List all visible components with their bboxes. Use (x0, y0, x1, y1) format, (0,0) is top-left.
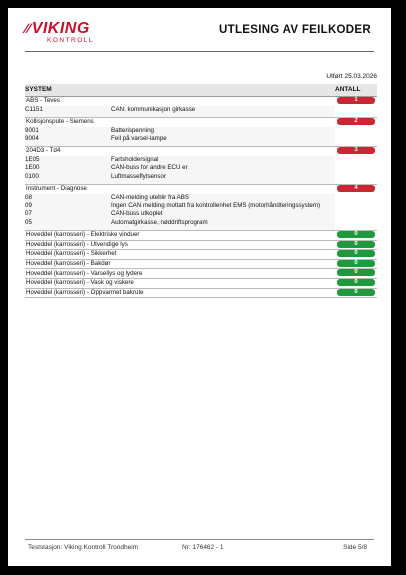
group-row (25, 269, 377, 279)
fault-desc: CAN-buss for andre ECU er (111, 164, 335, 172)
count-spacer (335, 173, 377, 181)
group-name: 204D3 - Td4 (25, 147, 335, 156)
fault-code: 0100 (25, 173, 111, 181)
fault-desc: Feil på varsel-lampe (111, 135, 335, 143)
fault-code: C1151 (25, 106, 111, 114)
count-spacer (335, 194, 377, 202)
table-header (25, 84, 377, 97)
fault-code: 9001 (25, 127, 111, 135)
code-row (25, 156, 377, 164)
count-spacer (335, 106, 377, 114)
group-row (25, 147, 377, 156)
group-count-cell (335, 147, 377, 156)
code-row (25, 194, 377, 202)
count-badge: 0 (337, 250, 375, 257)
group-row (25, 278, 377, 288)
group-name: Hoveddel (karrosseri) - Varsellys og lydere (25, 269, 335, 279)
code-row (25, 135, 377, 143)
code-row (25, 127, 377, 135)
footer-page: Side 5/8 (343, 544, 367, 551)
group-count-cell (335, 288, 377, 298)
group-row (25, 259, 377, 269)
report-date: Utført 25.03.2026 (326, 73, 377, 80)
count-badge: 0 (337, 269, 375, 276)
group-row (25, 97, 377, 106)
group-count-cell (335, 231, 377, 241)
group-name: Instrument - Diagnose (25, 185, 335, 194)
group-row (25, 231, 377, 241)
group-count-cell (335, 97, 377, 106)
fault-desc: CAN: kommunikasjon girkasse (111, 106, 335, 114)
group-row (25, 240, 377, 250)
group-name: Hoveddel (karrosseri) - Vask og viskere (25, 278, 335, 288)
code-row (25, 106, 377, 114)
group-count-cell (335, 278, 377, 288)
fault-desc: Ingen CAN melding mottatt fra kontrollenhet EMS (motorhåndteringssystem) (111, 202, 335, 210)
group-count-cell (335, 185, 377, 194)
fault-code: 09 (25, 202, 111, 210)
count-badge: 0 (337, 279, 375, 286)
footer-divider (25, 539, 374, 540)
count-spacer (335, 219, 377, 227)
group-count-cell (335, 250, 377, 260)
group-count-cell (335, 269, 377, 279)
fault-code: 08 (25, 194, 111, 202)
count-badge: 0 (337, 260, 375, 267)
fault-desc: Batterispenning (111, 127, 335, 135)
group-name: Hoveddel (karrosseri) - Bakdør (25, 259, 335, 269)
count-spacer (335, 127, 377, 135)
fault-desc: Automatgirkasse, nøddriftsprogram (111, 219, 335, 227)
group-name: Hoveddel (karrosseri) - Oppvarmet bakrute (25, 288, 335, 298)
col-count: ANTALL (335, 84, 377, 97)
count-spacer (335, 164, 377, 172)
fault-desc: Luftmasseflytsensor (111, 173, 335, 181)
logo-mark-icon: ⁄⁄ (25, 20, 31, 36)
group-count-cell (335, 117, 377, 126)
count-badge: 0 (337, 289, 375, 296)
count-spacer (335, 156, 377, 164)
fault-code: 1E05 (25, 156, 111, 164)
viking-logo (25, 20, 94, 45)
logo-brand: VIKING (31, 20, 90, 37)
fault-desc: CAN-melding uteblir fra ABS (111, 194, 335, 202)
group-name: Kollisjonspute - Siemens (25, 117, 335, 126)
group-name: Hoveddel (karrosseri) - Elektriske vinduer (25, 231, 335, 241)
code-row (25, 164, 377, 172)
group-count-cell (335, 240, 377, 250)
group-name: ABS - Teves (26, 97, 60, 105)
fault-code: 9004 (25, 135, 111, 143)
code-row (25, 219, 377, 227)
code-row (25, 202, 377, 210)
group-row (25, 288, 377, 298)
count-spacer (335, 135, 377, 143)
count-badge: 0 (337, 241, 375, 248)
count-badge: 3 (337, 147, 375, 154)
group-name: Hoveddel (karrosseri) - Sikkerhet (25, 250, 335, 260)
count-spacer (335, 202, 377, 210)
logo-sub: KONTROLL (47, 37, 95, 44)
group-row (25, 185, 377, 194)
fault-code: 1E00 (25, 164, 111, 172)
header-divider (25, 51, 374, 52)
code-row (25, 210, 377, 218)
fault-table (25, 84, 377, 298)
table-body (25, 97, 377, 298)
fault-desc: Fartsholdersignal (111, 156, 335, 164)
fault-desc: CAN-buss utkoplet (111, 210, 335, 218)
count-badge: 0 (337, 231, 375, 238)
group-name: Hoveddel (karrosseri) - Utvendige lys (25, 240, 335, 250)
count-badge: 1 (337, 97, 375, 104)
count-badge: 4 (337, 185, 375, 192)
group-row (25, 250, 377, 260)
group-row (25, 117, 377, 126)
count-spacer (335, 210, 377, 218)
report-page (8, 8, 391, 566)
fault-code: 05 (25, 219, 111, 227)
footer-station: Teststasjon: Viking Kontroll Trondheim (28, 544, 139, 551)
footer-number: Nr: 176462 - 1 (182, 544, 224, 551)
code-row (25, 173, 377, 181)
group-count-cell (335, 259, 377, 269)
fault-code: 07 (25, 210, 111, 218)
report-title: UTLESING AV FEILKODER (219, 24, 371, 36)
count-badge: 2 (337, 118, 375, 125)
col-system: SYSTEM (25, 84, 335, 97)
